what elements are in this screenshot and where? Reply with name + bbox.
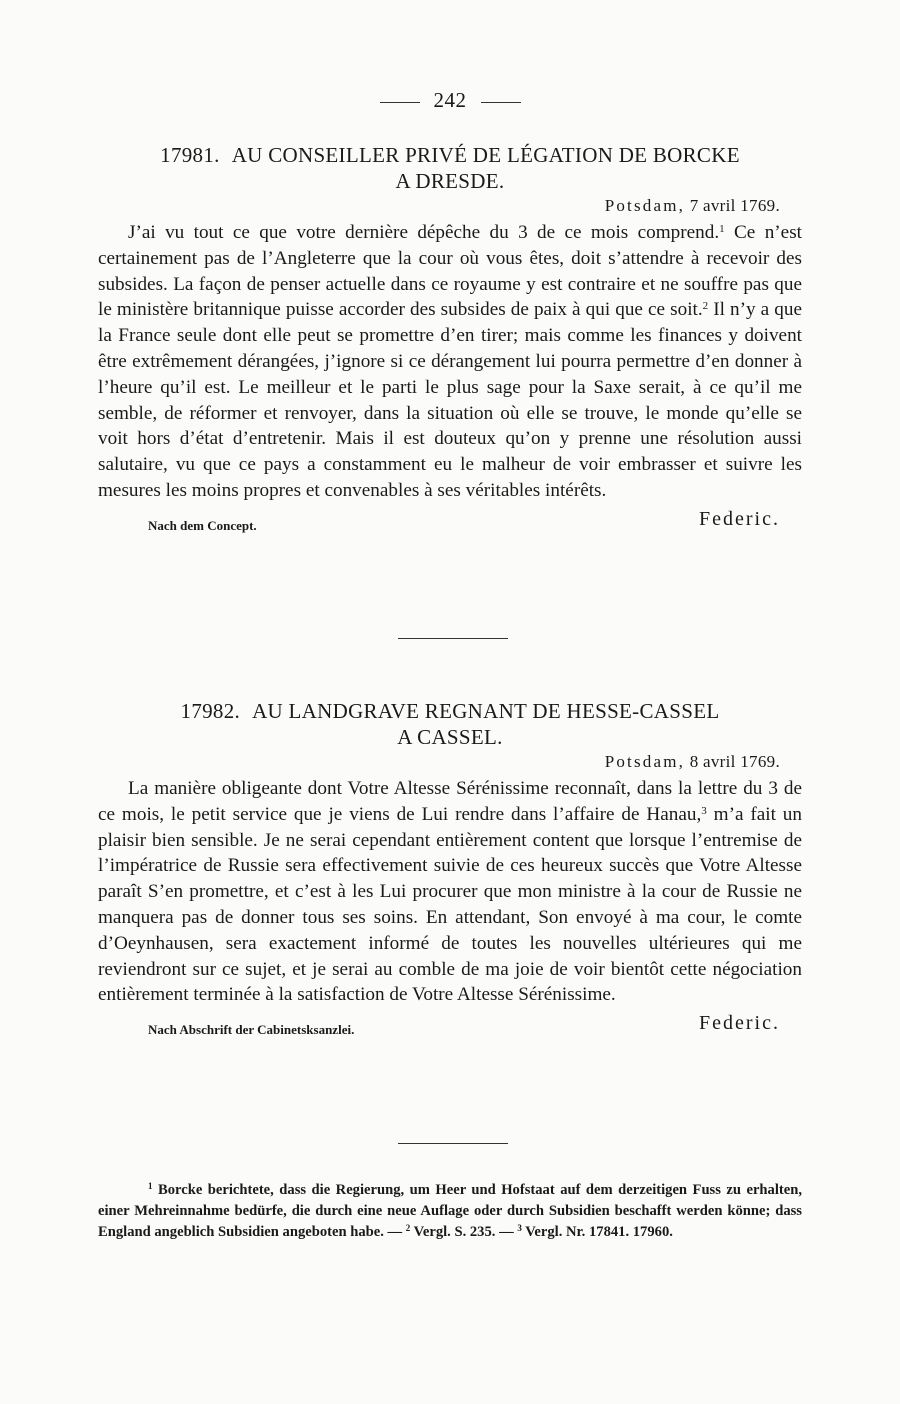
page-number: 242 [433, 88, 467, 112]
signature: Federic. [699, 507, 780, 530]
footnotes [98, 1180, 802, 1243]
letter-text-part: J’ai vu tout ce que votre dernière dépêche du 3 de ce mois comprend. [128, 222, 720, 243]
letter-body [98, 220, 802, 504]
footnote-ref: 3 [701, 804, 707, 817]
letter-place: Potsdam, [604, 752, 686, 771]
signature-row [98, 1012, 802, 1040]
signature: Federic. [699, 1012, 780, 1035]
letter-title-line1: AU LANDGRAVE REGNANT DE HESSE-CASSEL [252, 699, 720, 723]
signature-row [98, 508, 802, 536]
footnote-text: Vergl. Nr. 17841. 17960. [521, 1224, 673, 1240]
letter-title [98, 698, 802, 750]
letter-title-line2: A CASSEL. [397, 725, 503, 749]
letter-body [98, 776, 802, 1008]
header-dash-left [380, 102, 420, 103]
footnote-ref: 1 [719, 223, 725, 235]
footnote-separator [398, 1143, 508, 1144]
letter-text-part: Ce n’est certainement pas de l’Angleterre que la cour où vous êtes, doit s’attendre à recevoir des subsides. La façon de penser actuelle dans ce royaume y est contraire et ne souffre pas que le ministère britannique puisse accorder des subsides de paix à qui que ce soit. [98, 222, 802, 321]
letter-title-line1: AU CONSEILLER PRIVÉ DE LÉGATION DE BORCKE [231, 143, 740, 167]
header-dash-right [481, 102, 521, 103]
letter-17982 [98, 698, 802, 1040]
letter-place: Potsdam, [604, 196, 686, 215]
footnote-ref: 2 [702, 300, 709, 313]
letter-number: 17982. [180, 699, 241, 723]
letter-title-line2: A DRESDE. [395, 169, 505, 193]
letter-place-date [98, 752, 802, 772]
letter-title [98, 142, 802, 194]
letter-number: 17981. [160, 143, 220, 167]
letter-text-part: La manière obligeante dont Votre Altesse Sérénissime reconnaît, dans la lettre du 3 de ce mois, le petit service que je viens de Lui rendre dans l’affaire de Hanau, [98, 778, 802, 825]
letter-date: 8 avril 1769. [689, 752, 780, 771]
letter-text-part: Il n’y a que la France seule dont elle peut se promettre d’en tirer; mais comme les finances y doivent être extrêmement dérangées, j’ignore si ce dérangement lui pourra permettre d’en donner à l’heure qu’il est. Le meilleur et le parti le plus sage pour la Saxe serait, à ce qu’il me semble, de réformer et renvoyer, dans la situation où elle se trouve, le monde qu’elle se voit hors d’état d’entretenir. Mais il est douteux qu’on y prenne une résolution aussi salutaire, vu que ce pays a constamment eu le malheur de voir embrasser et suivre les mesures les moins propres et convenables à ses véritables intérêts. [98, 299, 802, 501]
document-page [98, 0, 802, 1404]
footnote-text: Vergl. S. 235. — [410, 1224, 518, 1240]
footnote-marker: 1 [148, 1181, 153, 1191]
letter-text-part: m’a fait un plaisir bien sensible. Je ne serai cependant entièrement content que lorsque l’entremise de l’impératrice de Russie sera effectivement suivie de ces heureux succès que Votre Altesse paraît S’en promettre, et c’est à les Lui procurer que mon ministre à la cour de Russie ne manquera pas de donner tous ses soins. En attendant, Son envoyé à ma cour, le comte d’Oeynhausen, sera exactement informé de toutes les nouvelles ultérieures qui me reviendront sur ce sujet, et je serai au comble de ma joie de voir bientôt cette négociation entièrement terminée à la satisfaction de Votre Altesse Sérénissime. [98, 803, 802, 1006]
letter-separator [398, 638, 508, 639]
letter-place-date [98, 196, 802, 216]
footnote-marker: 2 [405, 1223, 411, 1233]
letter-date: 7 avril 1769. [689, 196, 780, 215]
footnote-text: Borcke berichtete, dass die Regierung, um Heer und Hofstaat auf dem derzeitigen Fuss zu erhalten, einer Mehreinnahme bedürfe, die durch eine neue Auflage oder durch Subsidien beschafft werden könne; dass England angeblich Subsidien angeboten habe. — [98, 1182, 802, 1240]
source-note: Nach dem Concept. [148, 517, 257, 533]
footnote-marker: 3 [517, 1223, 522, 1233]
source-note: Nach Abschrift der Cabinetsksanzlei. [148, 1022, 355, 1038]
page-header [98, 88, 802, 113]
letter-17981 [98, 142, 802, 536]
